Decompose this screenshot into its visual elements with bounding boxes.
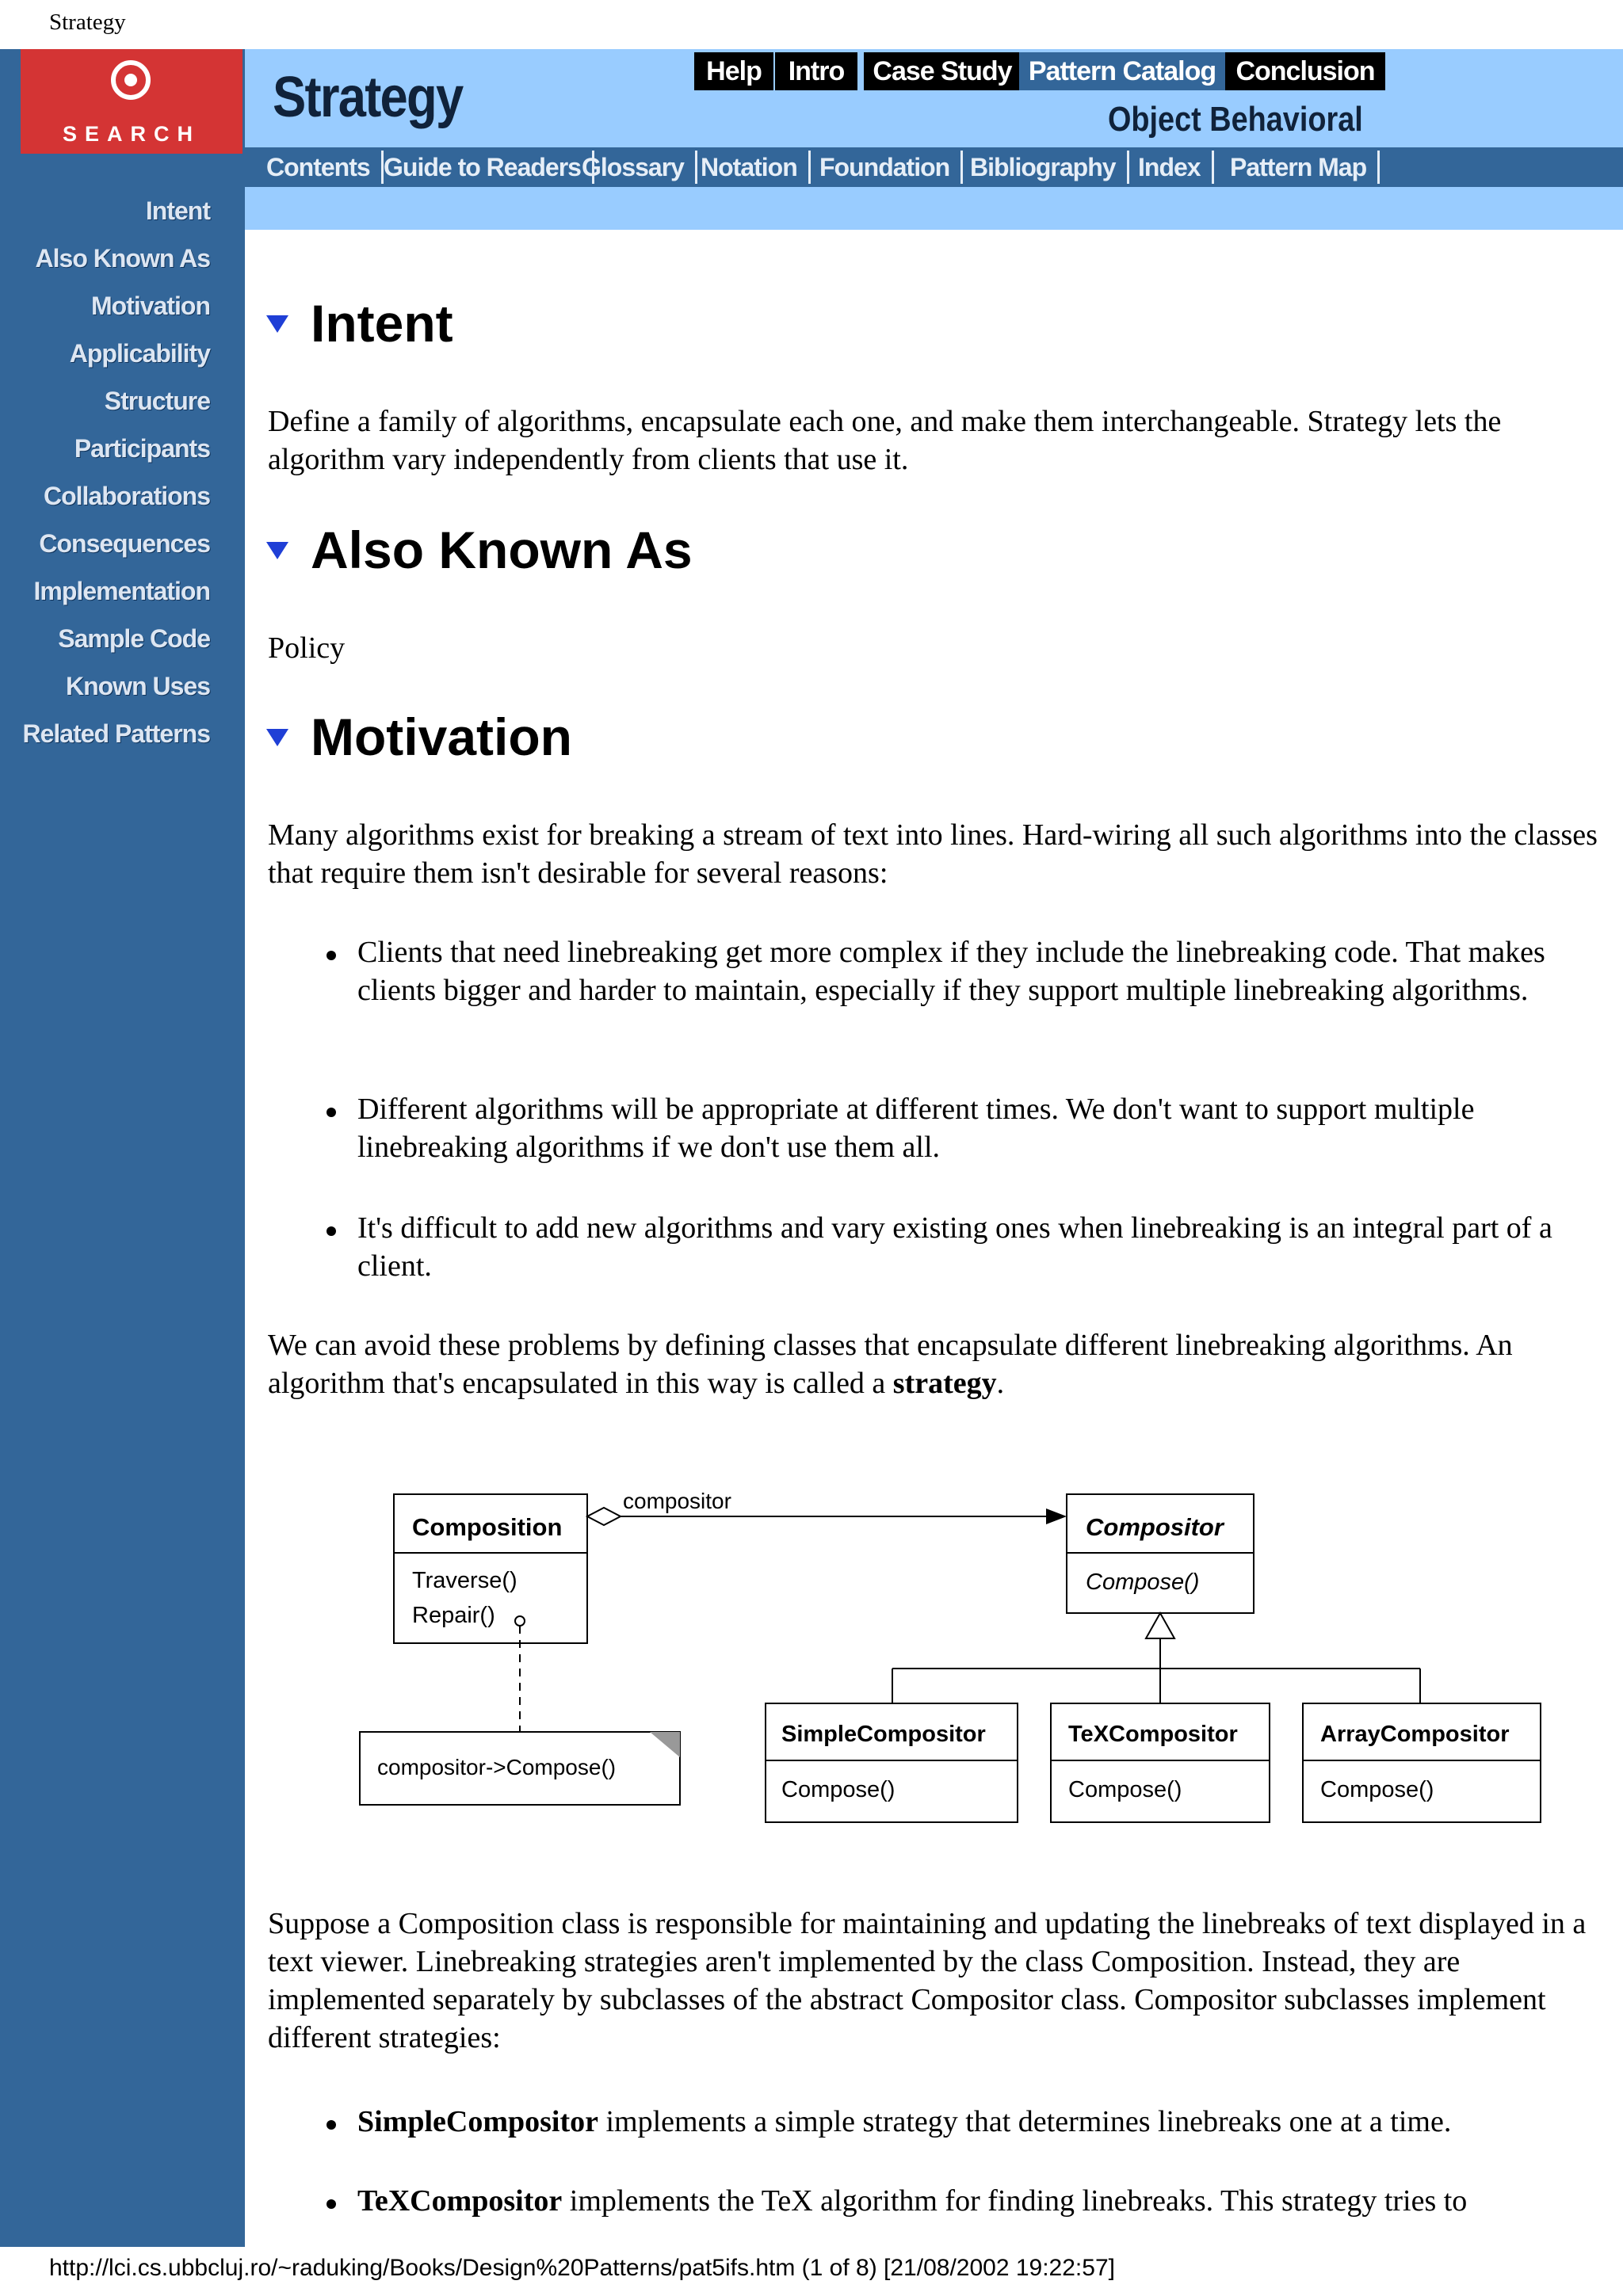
search-button[interactable] — [21, 49, 242, 154]
heading-also-known-as: Also Known As — [311, 521, 693, 579]
sidebar-item-applicability[interactable]: Applicability — [69, 339, 210, 368]
nav-pattern-map[interactable]: Pattern Map — [1222, 151, 1380, 184]
subclass-name: ArrayCompositor — [1320, 1722, 1510, 1747]
subclass-array — [1303, 1703, 1541, 1822]
sidebar-item-participants[interactable]: Participants — [74, 434, 210, 463]
tab-conclusion[interactable]: Conclusion — [1225, 52, 1385, 90]
suppose-text: Suppose a Composition class is responsible for maintaining and updating the linebreaks of text displayed in a text viewer. Linebreaking strategies aren't implemented by the class Composition. Instead, they are implemented separately by subclasses of the abstract Compositor class. Compositor subclasses implement different strategies: — [268, 1907, 1587, 2054]
bullet-icon — [327, 951, 336, 960]
subclass-tex — [1051, 1703, 1270, 1822]
strategy-diagram — [357, 1482, 1561, 1846]
bullet-icon — [327, 1108, 336, 1117]
sidebar-item-consequences[interactable]: Consequences — [39, 529, 210, 558]
sidebar-item-structure[interactable]: Structure — [104, 387, 210, 415]
sidebar-item-known-uses[interactable]: Known Uses — [65, 672, 210, 700]
section-triangle-icon — [266, 542, 288, 559]
nav-foundation[interactable]: Foundation — [812, 151, 963, 184]
composition-name: Composition — [412, 1513, 563, 1541]
section-triangle-icon — [266, 315, 288, 333]
motivation-bullet: Clients that need linebreaking get more complex if they include the linebreaking code. That makes clients bigger and harder to maintain, especially if they support multiple linebreaking algorithms. — [357, 936, 1545, 1007]
tab-case-study[interactable]: Case Study — [864, 52, 1021, 90]
avoid-text: We can avoid these problems by defining classes that encapsulate different linebreaking algorithms. An algorithm that's encapsulated in this way is called a strategy. — [268, 1329, 1513, 1400]
section-triangle-icon — [266, 729, 288, 746]
header-spacer — [245, 187, 1623, 230]
motivation-bullet: Different algorithms will be appropriate at different times. We don't want to support multiple linebreaking algorithms if we don't use them all. — [357, 1093, 1475, 1164]
nav-contents[interactable]: Contents — [258, 151, 384, 184]
nav-bibliography[interactable]: Bibliography — [962, 151, 1129, 184]
strategy-bullet: TeXCompositor implements the TeX algorithm for finding linebreaks. This strategy tries to — [357, 2184, 1468, 2218]
composition-op: Traverse() — [412, 1568, 517, 1593]
subclass-op: Compose() — [781, 1777, 896, 1802]
sidebar-item-intent[interactable]: Intent — [145, 196, 210, 225]
sidebar-item-sample-code[interactable]: Sample Code — [58, 624, 210, 653]
subclass-op: Compose() — [1068, 1777, 1182, 1802]
heading-intent: Intent — [311, 294, 453, 353]
motivation-intro: Many algorithms exist for breaking a stream of text into lines. Hard-wiring all such algorithms into the classes that require them isn't desirable for several reasons: — [268, 818, 1598, 890]
nav-notation[interactable]: Notation — [693, 151, 811, 184]
subclass-name: TeXCompositor — [1068, 1722, 1238, 1747]
aka-text: Policy — [268, 631, 346, 665]
subclass-simple — [766, 1703, 1018, 1822]
compositor-op: Compose() — [1086, 1569, 1200, 1595]
composition-class — [394, 1494, 587, 1643]
sidebar-item-motivation[interactable]: Motivation — [91, 292, 210, 320]
compositor-name: Compositor — [1086, 1513, 1224, 1541]
search-label: SEARCH — [62, 122, 200, 146]
nav-glossary[interactable]: Glossary — [574, 151, 697, 184]
tab-help[interactable]: Help — [694, 52, 773, 90]
subclass-op: Compose() — [1320, 1777, 1434, 1802]
tab-pattern-catalog[interactable]: Pattern Catalog — [1019, 52, 1225, 90]
bullet-icon — [327, 1226, 336, 1236]
page-subtitle: Object Behavioral — [1108, 100, 1363, 139]
note-text: compositor->Compose() — [377, 1755, 617, 1779]
print-title: Strategy — [49, 10, 126, 35]
intent-text: Define a family of algorithms, encapsulate each one, and make them interchangeable. Strategy lets the algorithm vary independently from clients that use it. — [268, 405, 1502, 476]
target-icon — [111, 60, 151, 100]
sidebar-item-collaborations[interactable]: Collaborations — [43, 482, 210, 510]
page-title: Strategy — [273, 66, 463, 129]
association-label: compositor — [623, 1489, 731, 1513]
sidebar-item-also-known-as[interactable]: Also Known As — [35, 244, 210, 273]
composition-op: Repair() — [412, 1603, 495, 1628]
bullet-icon — [327, 2199, 336, 2209]
motivation-bullet: It's difficult to add new algorithms and vary existing ones when linebreaking is an integral part of a client. — [357, 1211, 1552, 1283]
nav-guide-to-readers[interactable]: Guide to Readers — [376, 151, 594, 184]
strategy-term: strategy — [892, 1367, 997, 1400]
sidebar — [0, 49, 245, 2247]
sidebar-item-implementation[interactable]: Implementation — [33, 577, 210, 605]
nav-index[interactable]: Index — [1130, 151, 1214, 184]
compositor-class — [1067, 1494, 1254, 1613]
bullet-icon — [327, 2120, 336, 2130]
sidebar-item-related-patterns[interactable]: Related Patterns — [22, 719, 210, 748]
heading-motivation: Motivation — [311, 707, 572, 766]
strategy-bullet: SimpleCompositor implements a simple strategy that determines linebreaks one at a time. — [357, 2105, 1452, 2138]
note — [360, 1732, 680, 1805]
tab-intro[interactable]: Intro — [775, 52, 857, 90]
subclass-name: SimpleCompositor — [781, 1722, 986, 1747]
print-footer: http://lci.cs.ubbcluj.ro/~raduking/Books/Design%20Patterns/pat5ifs.htm (1 of 8) [21/08/2002 19:22:57] — [49, 2255, 1115, 2281]
